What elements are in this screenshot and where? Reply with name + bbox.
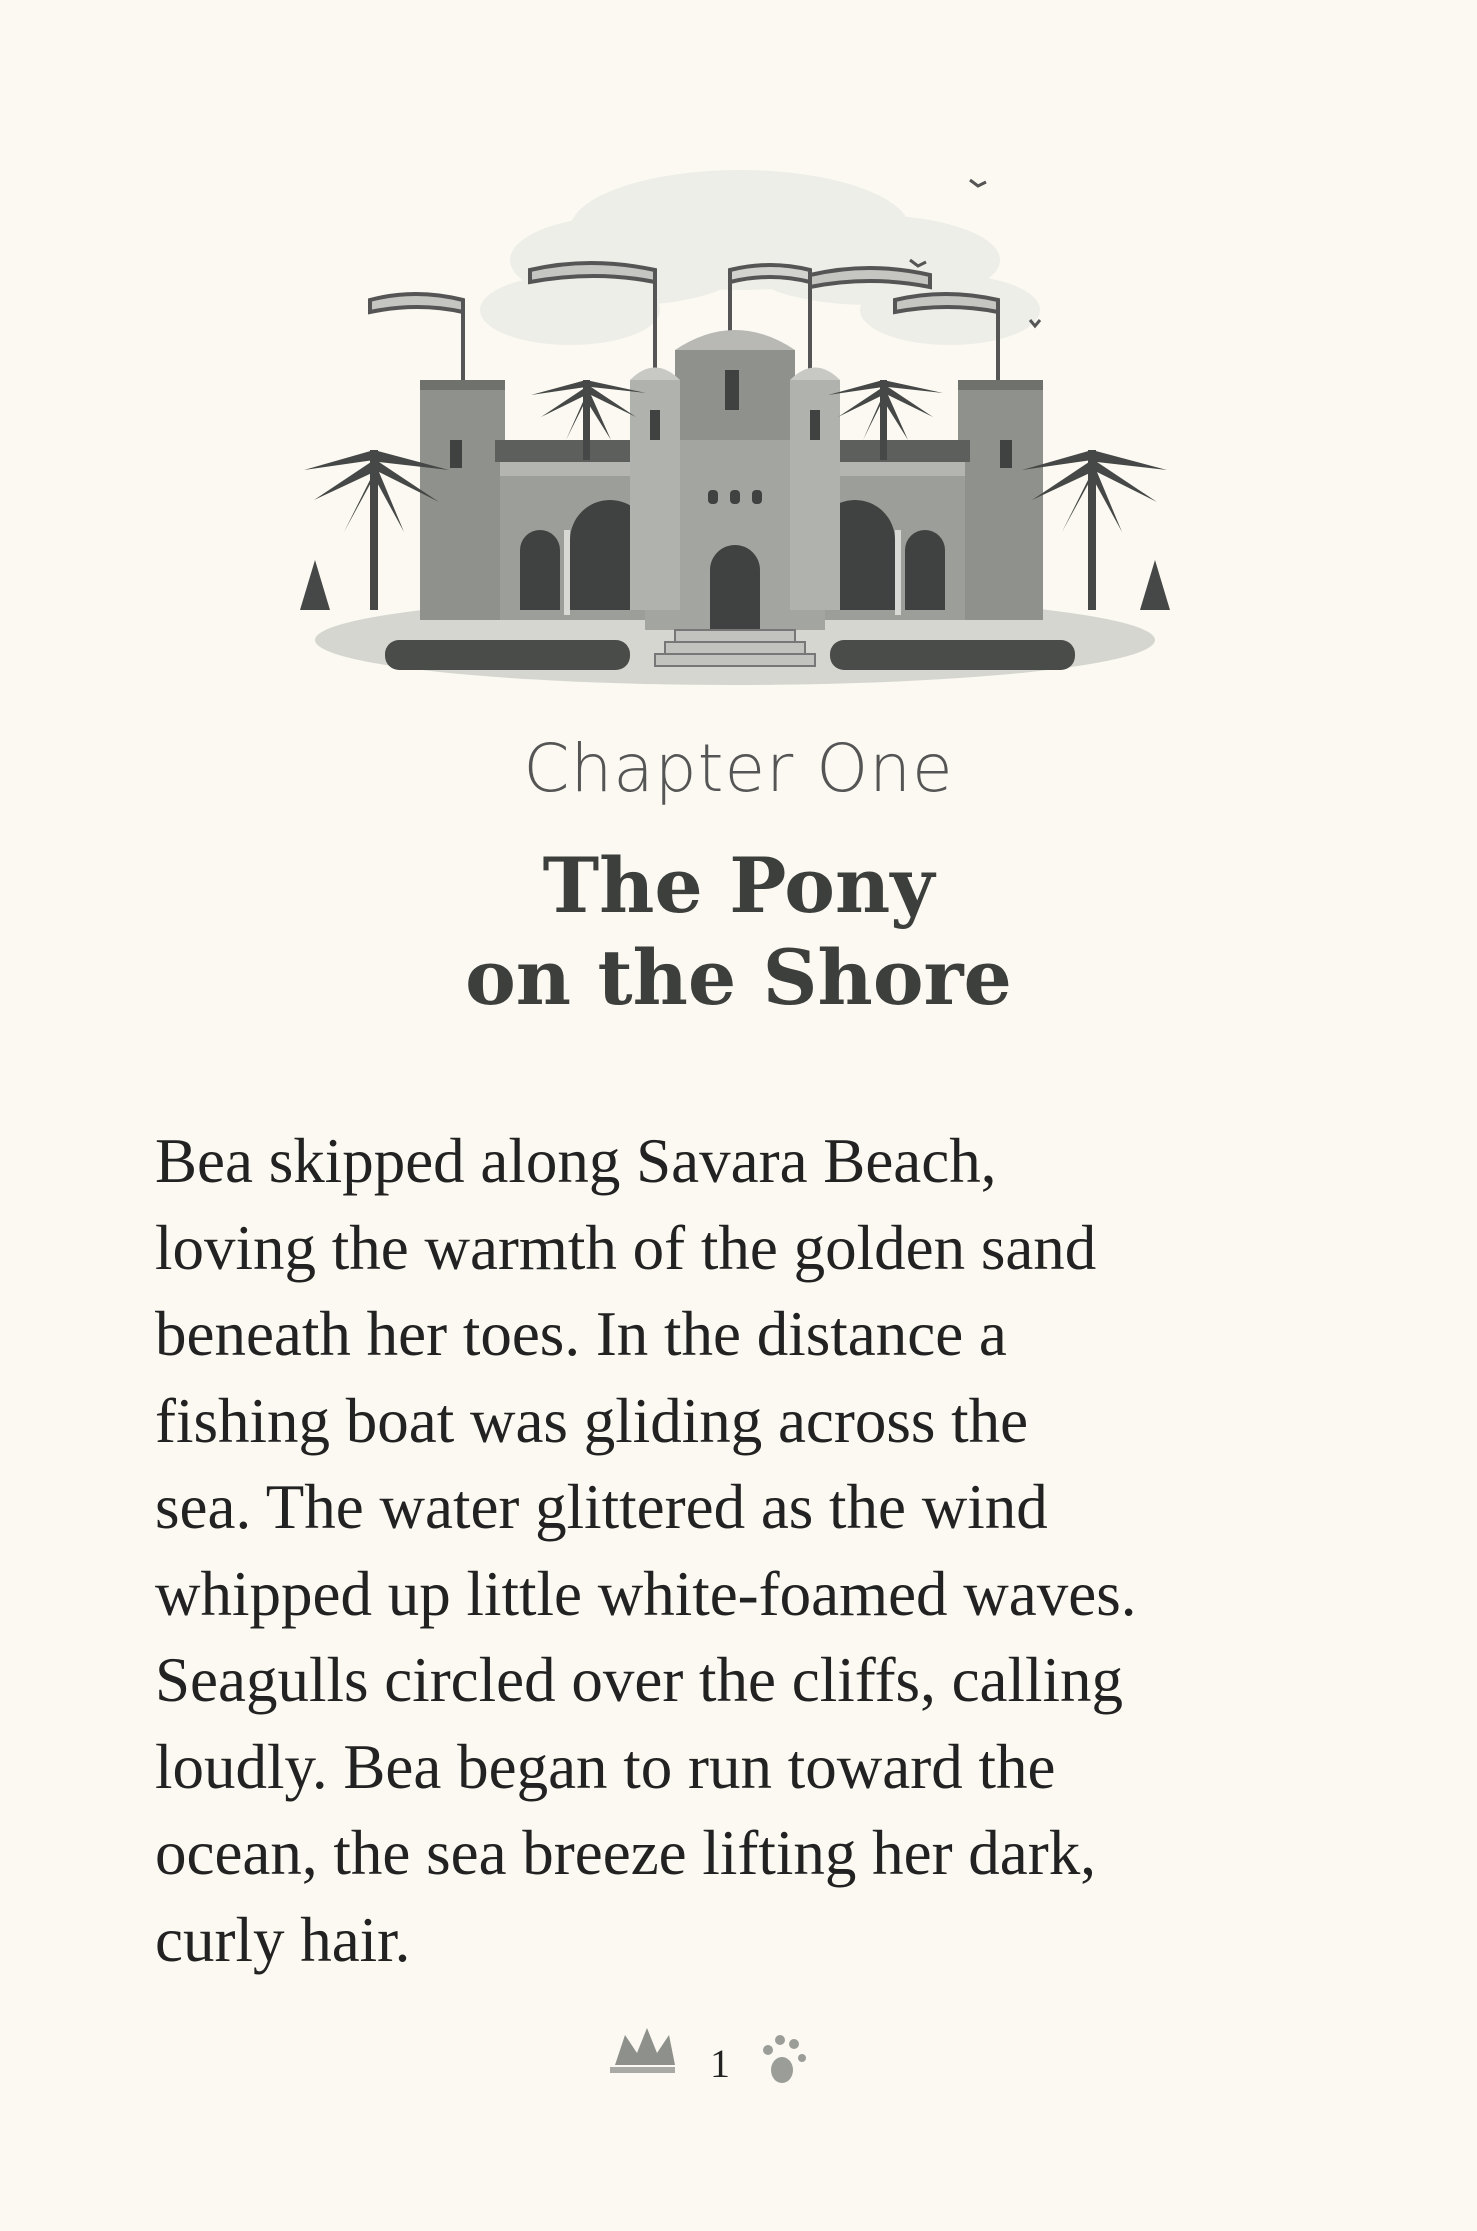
body-line: fishing boat was gliding across the: [155, 1385, 1029, 1456]
palace-illustration: [270, 150, 1200, 710]
body-line: whipped up little white-foamed waves.: [155, 1558, 1137, 1629]
body-paragraph: [155, 1118, 1335, 1983]
body-line: loving the warmth of the golden sand: [155, 1212, 1097, 1283]
chapter-title: [0, 840, 1477, 1024]
hedge: [830, 640, 1075, 670]
chapter-title-line: on the Shore: [465, 933, 1012, 1022]
body-line: Seagulls circled over the cliffs, calling: [155, 1645, 1124, 1715]
page-number: 1: [710, 2041, 730, 2086]
chapter-title-line: The Pony: [542, 841, 935, 930]
body-line: curly hair.: [155, 1904, 411, 1975]
body-line: Bea skipped along Savara Beach,: [155, 1126, 997, 1196]
chapter-label: Chapter One: [523, 730, 954, 807]
body-line: sea. The water glittered as the wind: [155, 1472, 1048, 1542]
paw-print-icon: [760, 2030, 810, 2090]
hedge: [385, 640, 630, 670]
body-line: loudly. Bea began to run toward the: [155, 1731, 1056, 1802]
body-line: ocean, the sea breeze lifting her dark,: [155, 1818, 1097, 1888]
crown-icon: [610, 2025, 680, 2075]
cloud-icon: [480, 170, 1040, 345]
body-line: beneath her toes. In the distance a: [155, 1299, 1007, 1369]
